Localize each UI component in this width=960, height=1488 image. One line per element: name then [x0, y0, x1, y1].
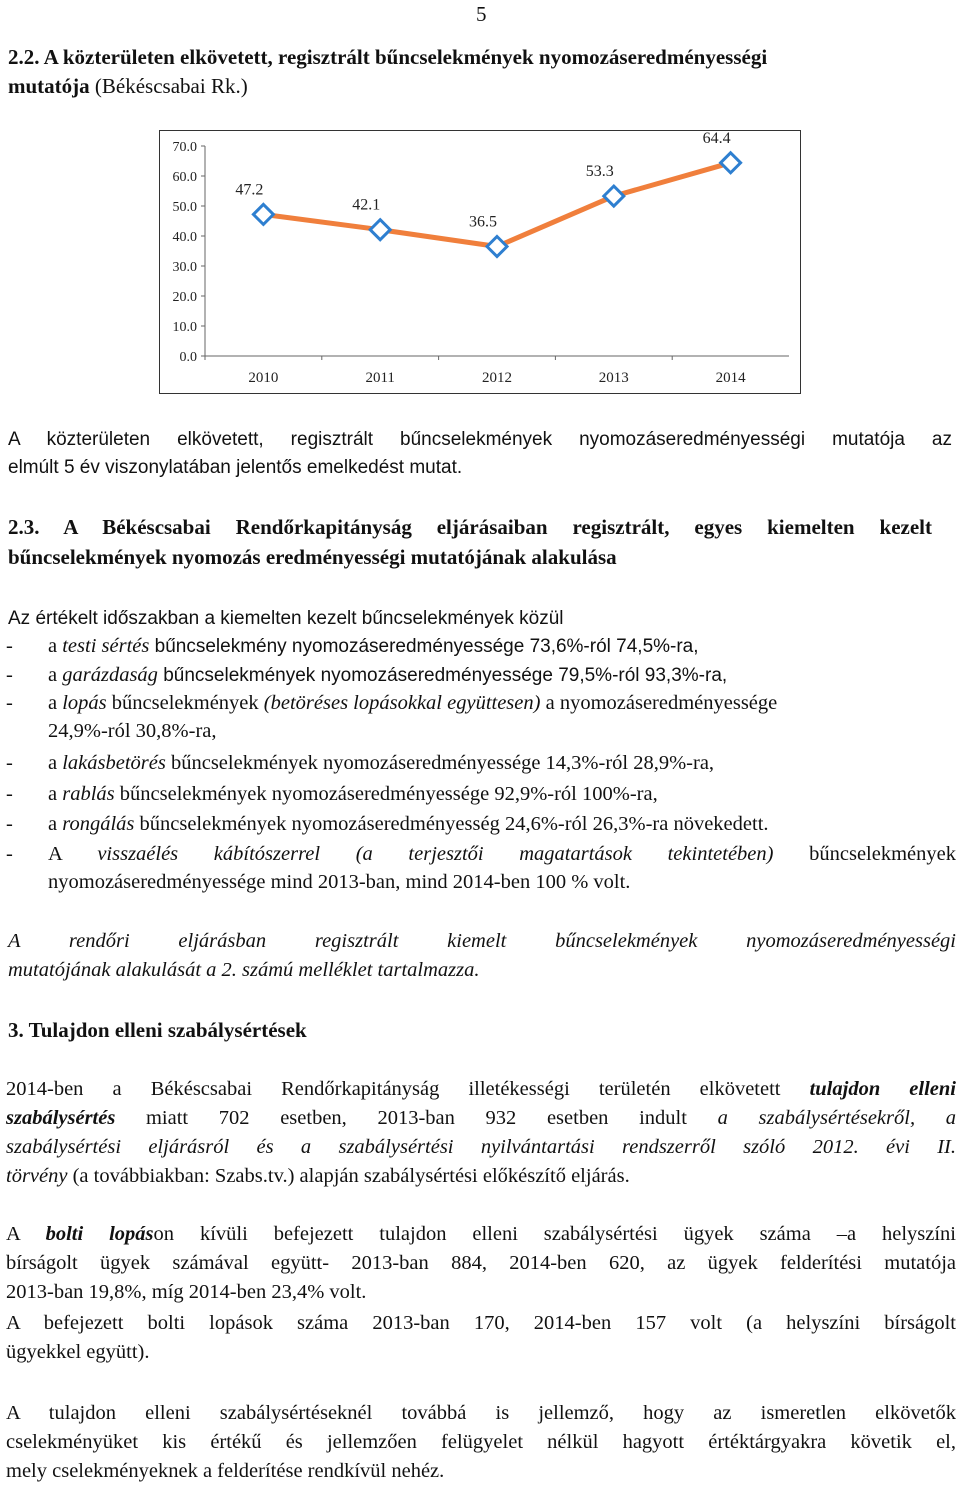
- section-2-3-intro: Az értékelt időszakban a kiemelten kezelt bűncselekmények közül: [8, 608, 564, 629]
- section-3-title: 3. Tulajdon elleni szabálysértések: [8, 1018, 307, 1042]
- section-3-p2-line3: 2013-ban 19,8%, míg 2014-ben 23,4% volt.: [6, 1281, 367, 1303]
- y-tick-label: 50.0: [172, 200, 197, 215]
- section-3-p2-line2: bírságolt ügyek számával együtt- 2013-ban 884, 2014-ben 620, az ügyek felderítési mutatója: [6, 1252, 956, 1274]
- data-label: 42.1: [352, 196, 381, 214]
- data-label: 36.5: [469, 213, 497, 231]
- y-tick-label: 10.0: [172, 320, 197, 335]
- item-emphasis: rongálás: [62, 813, 135, 835]
- section-3-p4-line2: cselekményüket kis értékű és jellemzően felügyelet nélkül hagyott értéktárgyakra követik el,: [6, 1431, 956, 1453]
- y-tick-label: 30.0: [172, 260, 197, 275]
- section-3-p1-line2: szabálysértés miatt 702 esetben, 2013-ban 932 esetben indult a szabálysértésekről, a: [6, 1107, 956, 1129]
- x-tick-label: 2011: [365, 370, 395, 386]
- section-3-p1-line1: 2014-ben a Békéscsabai Rendőrkapitányság illetékességi területén elkövetett tulajdon elleni: [6, 1078, 956, 1100]
- chart-svg: [159, 130, 801, 394]
- y-tick-label: 70.0: [172, 140, 197, 155]
- section-3-p2-line1: A bolti lopáson kívüli befejezett tulajdon elleni szabálysértési ügyek száma –a helyszíni: [6, 1223, 956, 1245]
- line-chart: [159, 130, 801, 394]
- section-3-p3-line2: ügyekkel együtt).: [6, 1341, 150, 1363]
- page-number: 5: [476, 2, 487, 26]
- data-label: 47.2: [235, 181, 264, 199]
- item-emphasis: lopás: [62, 692, 107, 714]
- section-3-p4-line1: A tulajdon elleni szabálysértéseknél továbbá is jellemző, hogy az ismeretlen elkövetők: [6, 1402, 956, 1424]
- section-3-p3-line1: A befejezett bolti lopások száma 2013-ban 170, 2014-ben 157 volt (a helyszíni bírságolt: [6, 1312, 956, 1334]
- x-tick-label: 2012: [482, 370, 512, 386]
- chart-caption-line2: elmúlt 5 év viszonylatában jelentős emelkedést mutat.: [8, 457, 463, 478]
- item-emphasis: visszaélés kábítószerrel (a terjesztői magatartások tekintetében): [97, 843, 774, 865]
- appendix-note-line2: mutatójának alakulását a 2. számú melléklet tartalmazza.: [8, 959, 480, 981]
- item-emphasis-2: (betöréses lopásokkal együttesen): [263, 692, 541, 714]
- y-tick-label: 60.0: [172, 170, 197, 185]
- item-emphasis: testi sértés: [62, 635, 150, 657]
- section-2-2-title-rest: (Békéscsabai Rk.): [89, 74, 248, 98]
- appendix-note-line1: A rendőri eljárásban regisztrált kiemelt bűncselekmények nyomozáseredményességi: [8, 930, 956, 952]
- data-label: 64.4: [702, 130, 731, 147]
- section-3-p1-line4: törvény (a továbbiakban: Szabs.tv.) alapján szabálysértési előkészítő eljárás.: [6, 1165, 630, 1187]
- x-tick-label: 2010: [248, 370, 279, 386]
- section-3-p4-line3: mely cselekményeknek a felderítése rendkívül nehéz.: [6, 1460, 445, 1482]
- dash: -: [6, 635, 13, 657]
- section-2-2-title-bold: mutatója: [8, 74, 90, 98]
- chart-caption-line1: A közterületen elkövetett, regisztrált bűncselekmények nyomozáseredményességi mutatója az: [8, 429, 952, 450]
- y-tick-label: 40.0: [172, 230, 197, 245]
- data-label: 53.3: [585, 163, 614, 181]
- y-tick-label: 20.0: [172, 290, 197, 305]
- y-tick-label: 0.0: [179, 350, 197, 365]
- section-2-3-title: 2.3. A Békéscsabai Rendőrkapitányság eljárásaiban regisztrált, egyes kiemelten kezelt: [8, 515, 932, 539]
- item-emphasis: rablás: [62, 783, 115, 805]
- item-emphasis: lakásbetörés: [62, 752, 166, 774]
- x-tick-label: 2014: [715, 370, 746, 386]
- x-tick-label: 2013: [598, 370, 629, 386]
- section-2-3-title-line2: bűncselekmények nyomozás eredményességi mutatójának alakulása: [8, 545, 617, 569]
- item-emphasis: garázdaság: [62, 664, 158, 686]
- section-3-p1-line3: szabálysértési eljárásról és a szabálysértési nyilvántartási rendszerről szóló 2012. évi II.: [6, 1136, 956, 1158]
- section-2-2-title: 2.2. A közterületen elkövetett, regisztrált bűncselekmények nyomozáseredményességi: [8, 45, 768, 69]
- section-2-2-title-line2: [8, 73, 248, 100]
